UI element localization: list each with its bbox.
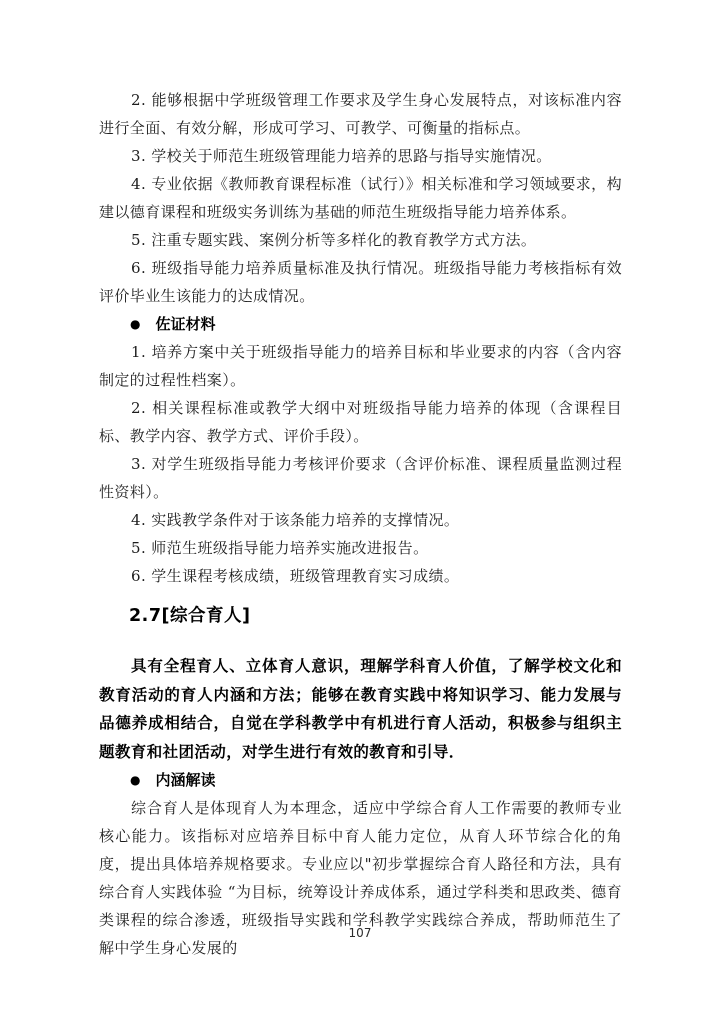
bullet-heading-label: 佐证材料 (155, 315, 216, 333)
paragraph: 2. 相关课程标准或教学大纲中对班级指导能力培养的体现（含课程目标、教学内容、教学方式、评价手段）。 (99, 399, 622, 445)
paragraph: 2. 能够根据中学班级管理工作要求及学生身心发展特点，对该标准内容进行全面、有效分解，形成可学习、可教学、可衡量的指标点。 (99, 91, 622, 137)
bullet-icon: ● (130, 773, 141, 787)
paragraph: 综合育人是体现育人为本理念，适应中学综合育人工作需要的教师专业核心能力。该指标对应培养目标中育人能力定位，从育人环节综合化的角度，提出具体培养规格要求。专业应以"初步掌握综合育人路径和方法，具有综合育人实践体验 “为目标，统筹设计养成体系，通过学科类和思政类、德育类课程的综合渗透，班级指导实践和学科教学实践综合养成，帮助师范生了解中学生身心发展的 (99, 799, 622, 957)
paragraph: 6. 班级指导能力培养质量标准及执行情况。班级指导能力考核指标有效评价毕业生该能力的达成情况。 (99, 259, 622, 305)
document-body (99, 86, 622, 962)
bullet-heading-label: 内涵解读 (155, 771, 216, 789)
paragraph: 1. 培养方案中关于班级指导能力的培养目标和毕业要求的内容（含内容制定的过程性档案）。 (99, 343, 622, 389)
page-number: 107 (348, 926, 372, 940)
paragraph: 5. 注重专题实践、案例分析等多样化的教育教学方式方法。 (131, 231, 537, 249)
bullet-heading (99, 766, 622, 794)
bold-paragraph: 具有全程育人、立体育人意识，理解学科育人价值，了解学校文化和教育活动的育人内涵和方法；能够在教育实践中将知识学习、能力发展与品德养成相结合，自觉在学科教学中有机进行育人活动，积极参与组织主题教育和社团活动，对学生进行有效的教育和引导． (99, 657, 622, 761)
paragraph: 4. 实践教学条件对于该条能力培养的支撑情况。 (131, 511, 460, 529)
paragraph: 3. 对学生班级指导能力考核评价要求（含评价标准、课程质量监测过程性资料）。 (99, 455, 622, 501)
paragraph: 5. 师范生班级指导能力培养实施改进报告。 (131, 539, 429, 557)
paragraph: 4. 专业依据《教师教育课程标准（试行）》相关标准和学习领域要求，构建以德育课程和班级实务训练为基础的师范生班级指导能力培养体系。 (99, 175, 622, 221)
paragraph: 3. 学校关于师范生班级管理能力培养的思路与指导实施情况。 (131, 147, 552, 165)
paragraph: 6. 学生课程考核成绩，班级管理教育实习成绩。 (131, 567, 460, 585)
bullet-heading (99, 310, 622, 338)
bullet-icon: ● (130, 317, 141, 331)
section-heading: 2.7[综合育人] (129, 606, 251, 626)
